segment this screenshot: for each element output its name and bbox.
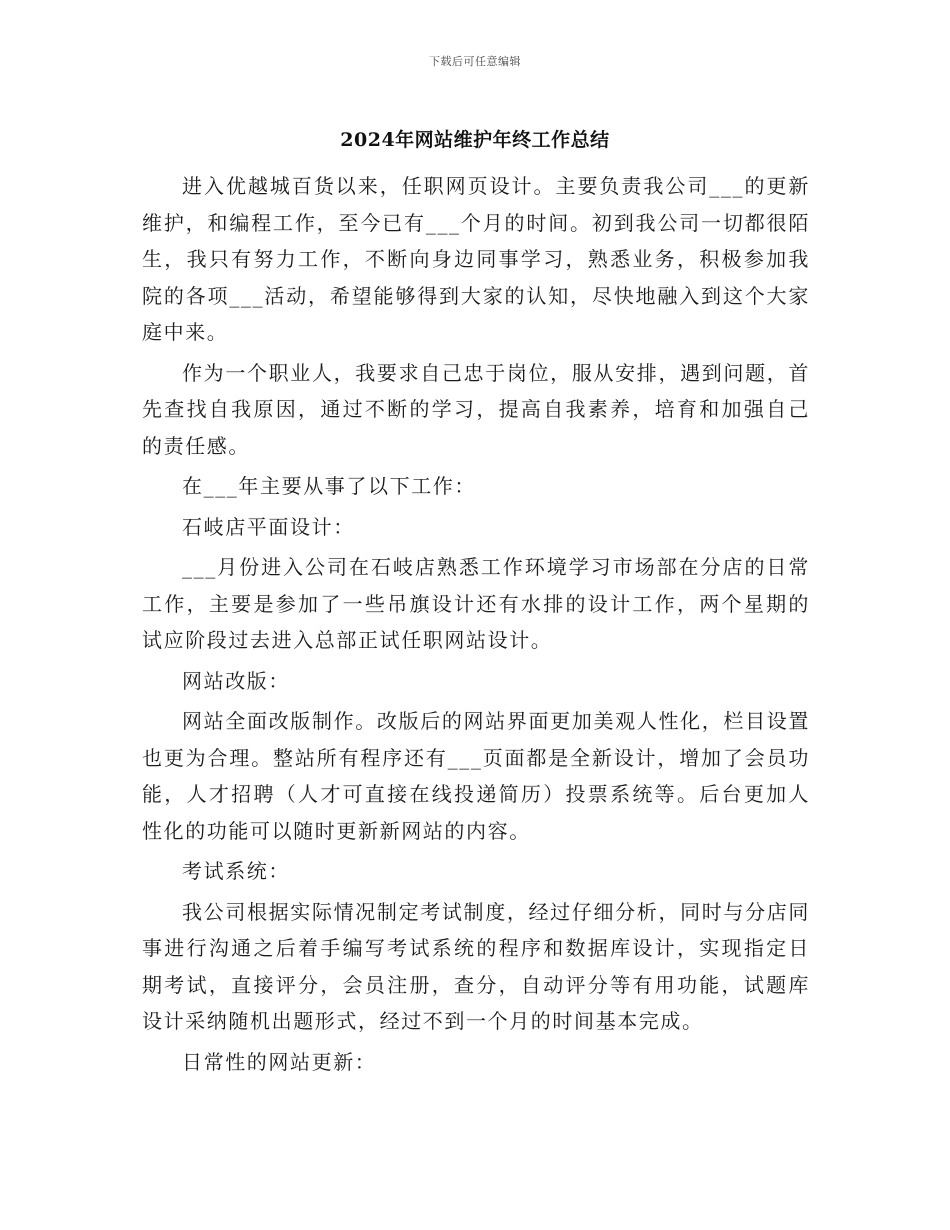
paragraph-work-overview: 在___年主要从事了以下工作： [182,474,476,498]
section-heading-redesign: 网站改版： [182,668,290,693]
paragraph-exam: 我公司根据实际情况制定考试制度，经过仔细分析，同时与分店同事进行沟通之后着手编写考试系统的程序和数据库设计，实现指定日期考试，直接评分，会员注册，查分，自动评分等有用功能，试题库设计采纳随机出题形式，经过不到一个月的时间基本完成。 [142,899,810,1033]
paragraph-shiqi: ___月份进入公司在石岐店熟悉工作环境学习市场部在分店的日常工作，主要是参加了一些吊旗设计还有水排的设计工作，两个星期的试应阶段过去进入总部正试任职网站设计。 [142,555,810,652]
document-title: 2024年网站维护年终工作总结 [340,129,610,151]
paragraph-redesign: 网站全面改版制作。改版后的网站界面更加美观人性化，栏目设置也更为合理。整站所有程序还有___页面都是全新设计，增加了会员功能，人才招聘（人才可直接在线投递简历）投票系统等。后台更加人性化的功能可以随时更新新网站的内容。 [142,709,810,843]
section-heading-daily: 日常性的网站更新： [182,1049,377,1074]
section-heading-shiqi: 石岐店平面设计： [182,514,355,539]
header-note: 下载后可任意编辑 [429,55,521,68]
paragraph-intro: 进入优越城百货以来，任职网页设计。主要负责我公司___的更新维护，和编程工作，至今已有___个月的时间。初到我公司一切都很陌生，我只有努力工作，不断向身边同事学习，熟悉业务，积极参加我院的各项___活动，希望能够得到大家的认知，尽快地融入到这个大家庭中来。 [142,174,810,344]
paragraph-attitude: 作为一个职业人，我要求自己忠于岗位，服从安排，遇到问题，首先查找自我原因，通过不断的学习，提高自我素养，培育和加强自己的责任感。 [142,360,810,458]
section-heading-exam: 考试系统： [182,859,290,883]
document-body [142,168,810,1080]
